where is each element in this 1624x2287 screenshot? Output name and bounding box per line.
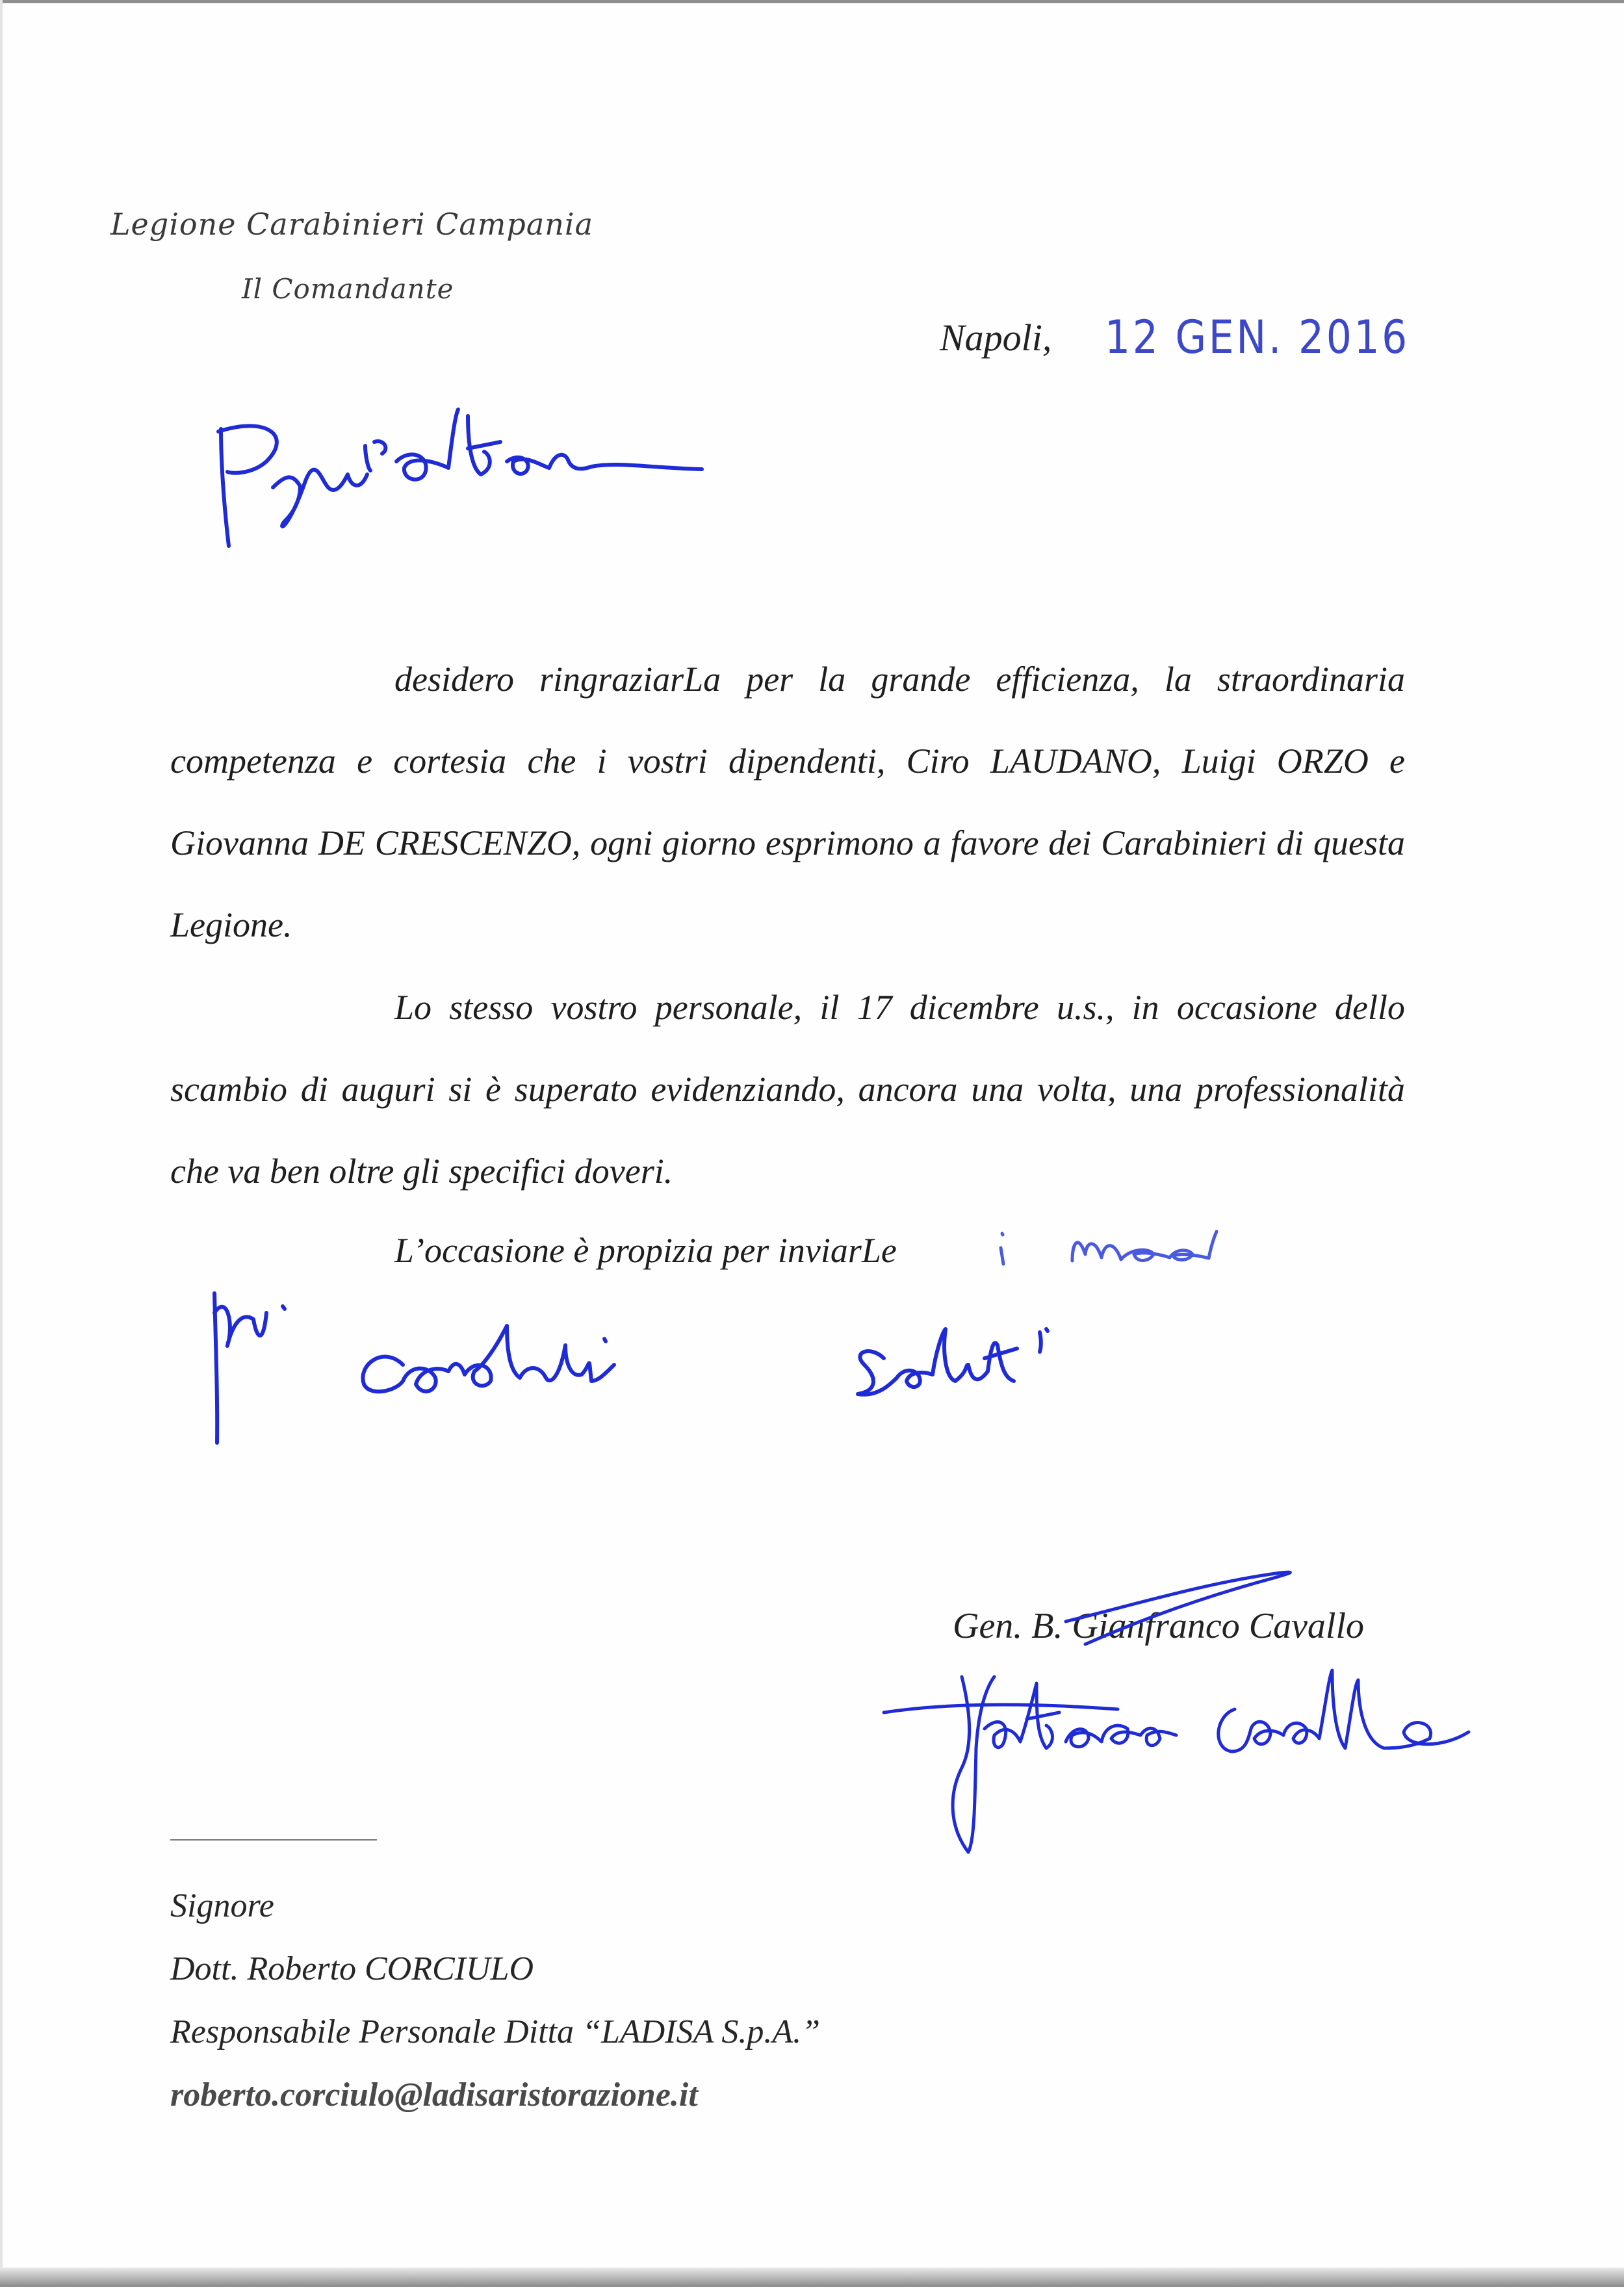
handwritten-signature <box>871 1553 1482 1865</box>
letterhead-title: Legione Carabinieri Campania <box>110 207 594 242</box>
recipient-salutation: Signore <box>170 1887 274 1924</box>
body-paragraph-2: Lo stesso vostro personale, il 17 dicembre u.s., in occasione dello scambio di auguri si è superato evidenziando, ancora una volta, una professionalità che va ben oltre gli specifici doveri. <box>170 988 1405 1191</box>
scan-left-edge <box>0 0 3 2287</box>
dateline-place: Napoli, <box>940 317 1052 359</box>
letterhead-subtitle: Il Comandante <box>242 273 454 305</box>
handwritten-closing-line <box>188 1267 1293 1456</box>
handwritten-salutation <box>195 390 780 559</box>
scan-top-edge <box>0 0 1624 3</box>
recipient-block <box>170 1874 820 2126</box>
signatory-name: Gen. B. Gianfranco Cavallo <box>953 1606 1365 1646</box>
date-stamp: 12 GEN. 2016 <box>1105 311 1410 364</box>
recipient-email[interactable]: roberto.corciulo@ladisaristorazione.it <box>170 2076 698 2113</box>
body-paragraph-3: L’occasione è propizia per inviarLe <box>394 1231 897 1270</box>
footer-divider <box>170 1839 377 1841</box>
scan-bottom-edge <box>0 2268 1624 2287</box>
body-paragraph-1: desidero ringraziarLa per la grande efficienza, la straordinaria competenza e cortesia che i vostri dipendenti, Ciro LAUDANO, Luigi ORZO e Giovanna DE CRESCENZO, ogni giorno esprimono a favore dei Carabinieri di questa Legione. <box>170 660 1405 944</box>
recipient-name: Dott. Roberto CORCIULO <box>170 1950 534 1987</box>
recipient-role: Responsabile Personale Ditta “LADISA S.p.A.” <box>170 2013 821 2050</box>
